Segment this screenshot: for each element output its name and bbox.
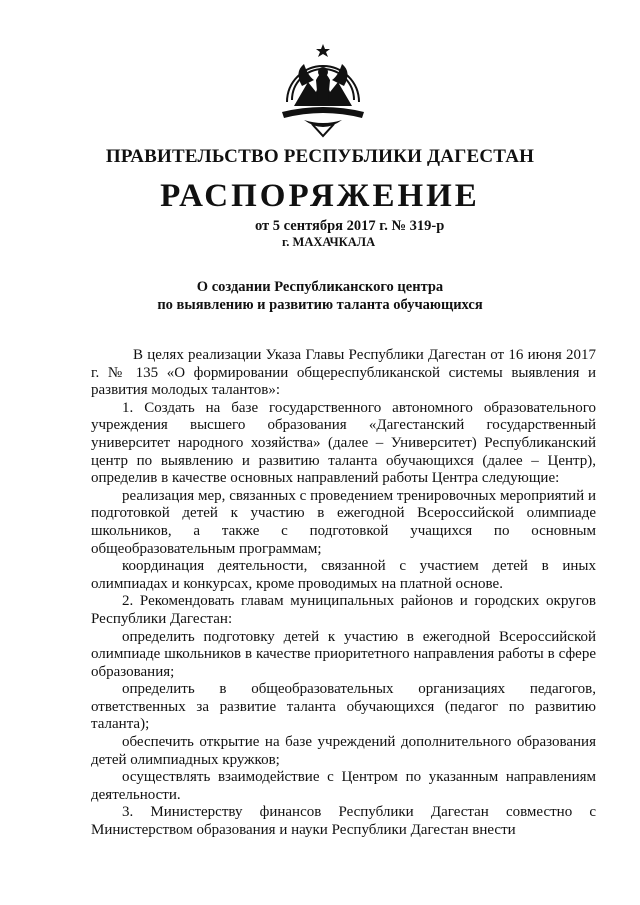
paragraph: В целях реализации Указа Главы Республики Дагестан от 16 июня 2017 г. № 135 «О формировании общереспубликанской системы выявления и развития молодых талантов»: (91, 347, 596, 399)
subject-line: О создании Республиканского центра (196, 279, 444, 295)
document-date-number: от 5 сентября 2017 г. № 319-р (255, 218, 445, 234)
paragraph: определить подготовку детей к участию в ежегодной Всероссийской олимпиаде школьников в качестве приоритетного направления работы в сфере образования; (91, 628, 596, 680)
paragraph: определить в общеобразовательных организациях педагогов, ответственных за развитие таланта обучающихся (педагог по развитию таланта); (91, 681, 596, 733)
document-type-title: РАСПОРЯЖЕНИЕ (160, 178, 480, 214)
document-city: г. МАХАЧКАЛА (282, 235, 376, 249)
government-title: ПРАВИТЕЛЬСТВО РЕСПУБЛИКИ ДАГЕСТАН (105, 146, 535, 167)
document-subject (0, 278, 640, 314)
paragraph: обеспечить открытие на базе учреждений дополнительного образования детей олимпиадных кружков; (91, 734, 596, 768)
subject-line: по выявлению и развитию таланта обучающихся (157, 297, 483, 313)
paragraph: 2. Рекомендовать главам муниципальных районов и городских округов Республики Дагестан: (91, 593, 596, 627)
paragraph: 3. Министерству финансов Республики Дагестан совместно с Министерством образования и науки Республики Дагестан внести (91, 804, 596, 839)
coat-of-arms-icon (274, 36, 372, 138)
paragraph: реализация мер, связанных с проведением тренировочных мероприятий и подготовкой детей к участию в ежегодной Всероссийской олимпиаде школьников, а также с подготовкой учащихся по основным общеобразовательным программам; (91, 487, 596, 557)
paragraph: координация деятельности, связанной с участием детей в иных олимпиадах и конкурсах, кроме проводимых на платной основе. (91, 558, 596, 592)
paragraph: 1. Создать на базе государственного автономного образовательного учреждения высшего образования «Дагестанский государственный университет народного хозяйства» (далее – Университет) Республиканский центр по выявлению и развитию таланта обучающихся (далее – Центр), определив в качестве основных направлений работы Центра следующие: (91, 399, 596, 487)
document-body (91, 347, 596, 840)
paragraph: осуществлять взаимодействие с Центром по указанным направлениям деятельности. (91, 769, 596, 803)
